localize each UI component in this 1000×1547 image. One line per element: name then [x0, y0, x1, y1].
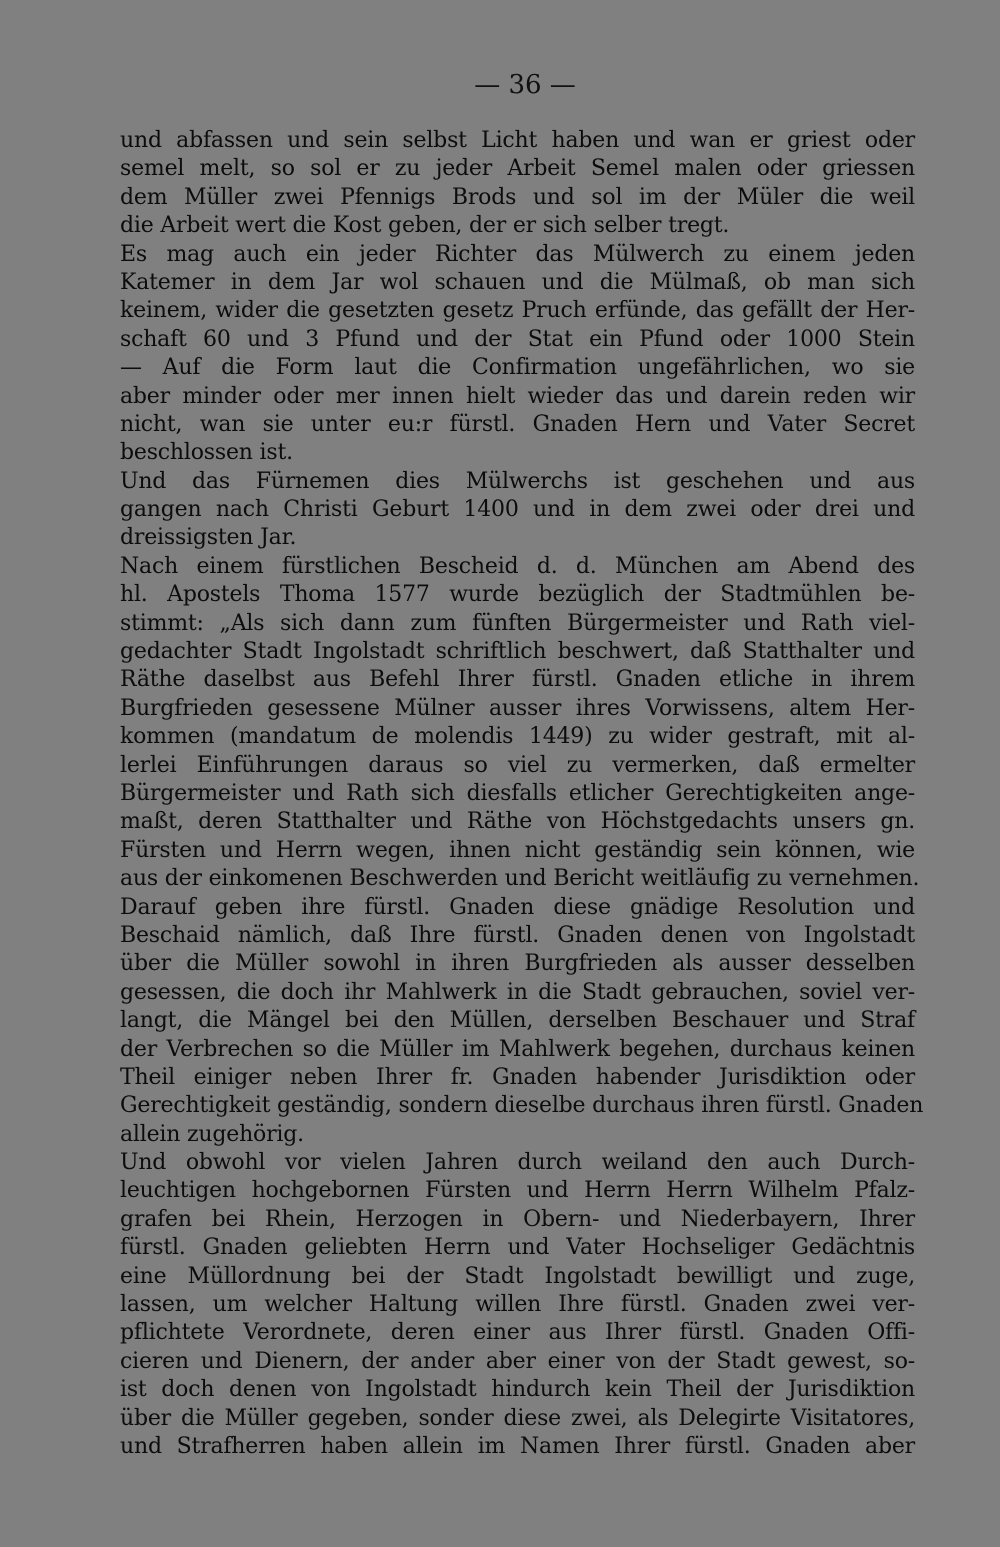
- text-line: maßt, deren Statthalter und Räthe von Höchstgedachts unsers gn.: [120, 809, 915, 835]
- text-line: Beschaid nämlich, daß Ihre fürstl. Gnaden denen von Ingolstadt: [120, 922, 915, 948]
- text-line: ist doch denen von Ingolstadt hindurch kein Theil der Jurisdiktion: [120, 1377, 915, 1403]
- text-line: Theil einiger neben Ihrer fr. Gnaden habender Jurisdiktion oder: [120, 1064, 915, 1090]
- text-line: grafen bei Rhein, Herzogen in Obern- und Niederbayern, Ihrer: [120, 1206, 915, 1232]
- text-line: beschlossen ist.: [120, 440, 293, 466]
- text-line: pflichtete Verordnete, deren einer aus Ihrer fürstl. Gnaden Offi-: [120, 1320, 915, 1346]
- text-line: Fürsten und Herrn wegen, ihnen nicht geständig sein können, wie: [120, 837, 915, 863]
- text-line: lassen, um welcher Haltung willen Ihre fürstl. Gnaden zwei ver-: [120, 1292, 915, 1318]
- text-line: Burgfrieden gesessene Mülner ausser ihres Vorwissens, altem Her-: [120, 695, 915, 721]
- text-line: hl. Apostels Thoma 1577 wurde bezüglich der Stadtmühlen be-: [120, 582, 915, 608]
- text-line: langt, die Mängel bei den Müllen, derselben Beschauer und Straf: [120, 1008, 915, 1034]
- text-line: über die Müller gegeben, sonder diese zwei, als Delegirte Visitatores,: [120, 1405, 915, 1431]
- text-line: der Verbrechen so die Müller im Mahlwerk begehen, durchaus keinen: [120, 1036, 915, 1062]
- body-text: [120, 127, 924, 1461]
- text-line: kommen (mandatum de molendis 1449) zu wider gestraft, mit al-: [120, 724, 915, 750]
- text-line: schaft 60 und 3 Pfund und der Stat ein Pfund oder 1000 Stein: [120, 326, 915, 352]
- text-line: nicht, wan sie unter eu:r fürstl. Gnaden Hern und Vater Secret: [120, 411, 915, 437]
- text-line: — Auf die Form laut die Confirmation ungefährlichen, wo sie: [120, 355, 915, 381]
- text-line: gedachter Stadt Ingolstadt schriftlich beschwert, daß Statthalter und: [120, 639, 915, 665]
- text-line: Und obwohl vor vielen Jahren durch weiland den auch Durch-: [120, 1150, 915, 1176]
- text-line: die Arbeit wert die Kost geben, der er sich selber tregt.: [120, 213, 730, 239]
- text-line: Und das Fürnemen dies Mülwerchs ist geschehen und aus: [120, 468, 915, 494]
- text-line: eine Müllordnung bei der Stadt Ingolstadt bewilligt und zuge,: [120, 1263, 915, 1289]
- text-line: Gerechtigkeit geständig, sondern dieselbe durchaus ihren fürstl. Gnaden: [120, 1093, 924, 1119]
- text-line: fürstl. Gnaden geliebten Herrn und Vater Hochseliger Gedächtnis: [120, 1235, 915, 1261]
- text-line: semel melt, so sol er zu jeder Arbeit Semel malen oder griessen: [120, 156, 915, 182]
- text-line: dem Müller zwei Pfennigs Brods und sol im der Müler die weil: [120, 184, 915, 210]
- text-line: gangen nach Christi Geburt 1400 und in dem zwei oder drei und: [120, 497, 915, 523]
- text-line: und Strafherren haben allein im Namen Ihrer fürstl. Gnaden aber: [120, 1433, 915, 1459]
- text-line: stimmt: „Als sich dann zum fünften Bürgermeister und Rath viel-: [120, 610, 915, 636]
- text-line: aber minder oder mer innen hielt wieder das und darein reden wir: [120, 383, 915, 409]
- text-line: cieren und Dienern, der ander aber einer von der Stadt gewest, so-: [120, 1348, 915, 1374]
- text-line: Räthe daselbst aus Befehl Ihrer fürstl. Gnaden etliche in ihrem: [120, 667, 915, 693]
- text-line: Katemer in dem Jar wol schauen und die Mülmaß, ob man sich: [120, 269, 915, 295]
- text-line: aus der einkomenen Beschwerden und Bericht weitläufig zu vernehmen.: [120, 866, 920, 892]
- text-line: keinem, wider die gesetzten gesetz Pruch erfünde, das gefällt der Her-: [120, 298, 915, 324]
- text-line: lerlei Einführungen daraus so viel zu vermerken, daß ermelter: [120, 752, 915, 778]
- text-line: leuchtigen hochgebornen Fürsten und Herrn Herrn Wilhelm Pfalz-: [120, 1178, 915, 1204]
- text-line: über die Müller sowohl in ihren Burgfrieden als ausser desselben: [120, 951, 915, 977]
- page-number: — 36 —: [474, 70, 576, 100]
- text-line: allein zugehörig.: [120, 1121, 304, 1147]
- text-line: gesessen, die doch ihr Mahlwerk in die Stadt gebrauchen, soviel ver-: [120, 979, 915, 1005]
- text-line: Bürgermeister und Rath sich diesfalls etlicher Gerechtigkeiten ange-: [120, 780, 915, 806]
- text-line: Nach einem fürstlichen Bescheid d. d. München am Abend des: [120, 553, 915, 579]
- text-line: dreissigsten Jar.: [120, 525, 297, 551]
- text-line: und abfassen und sein selbst Licht haben und wan er griest oder: [120, 128, 915, 153]
- text-line: Es mag auch ein jeder Richter das Mülwerch zu einem jeden: [120, 241, 915, 267]
- text-line: Darauf geben ihre fürstl. Gnaden diese gnädige Resolution und: [120, 894, 915, 920]
